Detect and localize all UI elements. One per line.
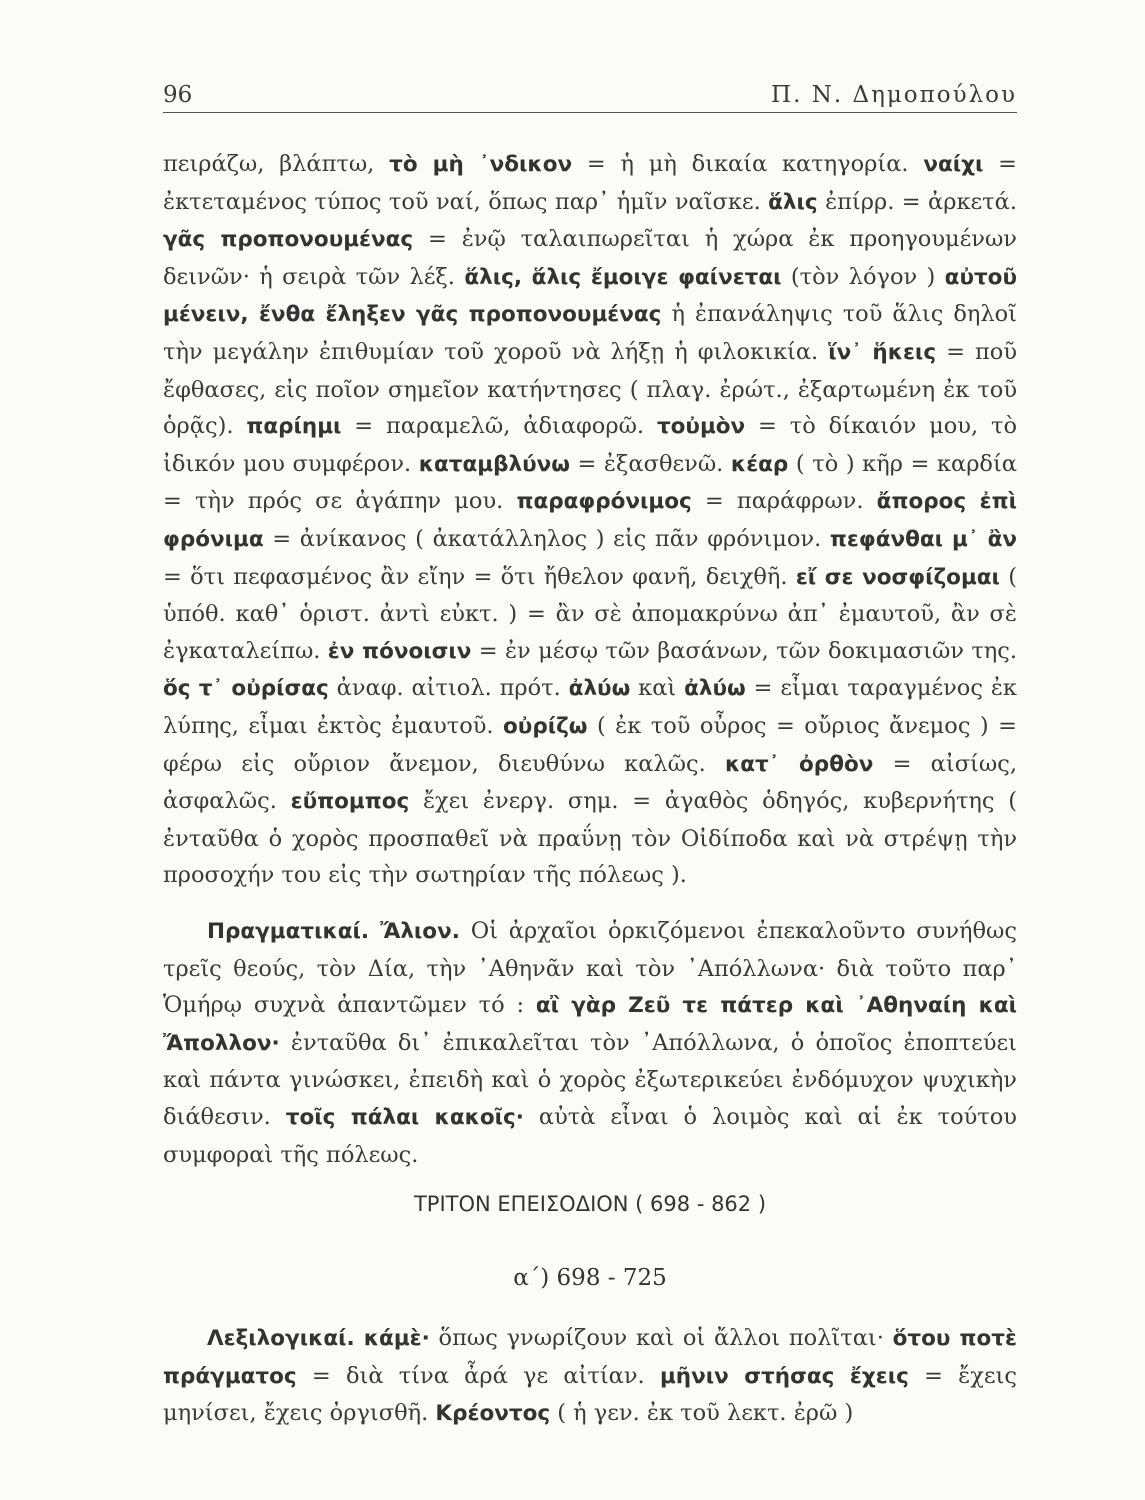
gloss-text: Οἱ ἀρχαῖοι ὁρκιζόμενοι ἐπεκαλοῦντο συνήθως τρεῖς θεούς, τὸν Δία, τὴν ᾽Αθηνᾶν καὶ τὸν ᾽Απόλλωνα· διὰ τοῦτο παρ᾽ Ὁμήρῳ συχνὰ ἀπαντῶμεν τό : [163,918,1017,1019]
lemma: γᾶς προπονουμένας [163,227,414,253]
lemma: κέαρ [730,451,789,477]
lemma: πεφάνθαι μ᾽ ἂν [829,526,1017,552]
gloss-text: = ὅτι πεφασμένος ἂν εἴην = ὅτι ἤθελον φανῆ, δειχθῆ. [163,563,796,590]
gloss-text: καὶ [630,675,685,702]
gloss-text: ( τὸ ) κῆρ = καρδία = τὴν πρός σε ἀγάπην μου. [163,450,1017,515]
glossary-section-1 [163,146,1017,894]
lemma: ἅλις, ἅλις ἔμοιγε φαίνεται [464,264,782,290]
gloss-text: = τὸ δίκαιόν μου, τὸ ἰδικόν μου συμφέρον. [163,413,1017,477]
paragraph [163,1320,1017,1433]
gloss-text: = εἶμαι ταραγμένος ἐκ λύπης, εἶμαι ἐκτὸς ἐμαυτοῦ. [163,675,1017,739]
gloss-text: (τὸν λόγον ) [781,263,945,290]
gloss-text: = ἐξασθενῶ. [569,450,731,477]
lemma: ὅτου ποτὲ πράγματος [163,1326,1017,1389]
paragraph [163,913,1017,1173]
lemma: ναίχι [923,152,984,177]
lemma: τοῖς πάλαι κακοῖς· [285,1104,524,1130]
gloss-text: ὅπως γνωρίζουν καὶ οἱ ἄλλοι πολῖται· [429,1325,893,1351]
gloss-text: πειράζω, βλάπτω, [163,151,390,177]
lemma: τὸ μὴ ᾽νδικον [389,152,573,177]
lemma: ἄπορος ἐπὶ φρόνιμα [163,489,1017,552]
subsection-heading: α΄) 698 - 725 [513,1265,667,1291]
lemma: παραφρόνιμος [516,489,692,515]
gloss-text: ( ἐκ τοῦ οὖρος = οὔριος ἄνεμος ) = φέρω εἰς οὔριον ἄνεμον, διευθύνω καλῶς. [163,712,1017,777]
gloss-text: = αἰσίως, ἀσφαλῶς. [163,750,1017,815]
gloss-text: = ἔχεις μηνίσει, ἔχεις ὀργισθῆ. [163,1362,1017,1427]
paragraph [163,146,1017,894]
lemma: παρίημι [246,414,342,440]
gloss-text: ἐνταῦθα δι᾽ ἐπικαλεῖται τὸν ᾽Απόλλωνα, ὁ ὁποῖος ἐποπτεύει καὶ πάντα γινώσκει, ἐπειδὴ καὶ ὁ χορὸς ἐξωτερικεύει ἐνδόμυχον ψυχικὴν διάθεσιν. [163,1029,1017,1130]
lemma: οὐρίζω [503,713,588,739]
lemma: ἅλις [768,189,818,215]
lemma: ἵν᾽ ἥκεις [828,339,937,365]
episode-heading: ΤΡΙΤΟΝ ΕΠΕΙΣΟΔΙΟΝ ( 698 - 862 ) [413,1192,767,1216]
gloss-text: ( ἡ γεν. ἐκ τοῦ λεκτ. ἐρῶ ) [550,1400,854,1427]
glossary-section-2 [163,913,1017,1173]
lemma: εἴ σε νοσφίζομαι [795,564,1000,590]
gloss-text: ἐπίρρ. = ἀρκετά. [817,188,1017,215]
gloss-text: = ἐν μέσῳ τῶν βασάνων, τῶν δοκιμασιῶν της. [471,637,1018,664]
lemma: Λεξιλογικαί. κάμὲ· [207,1326,430,1351]
gloss-text: ἀναφ. αἰτιολ. πρότ. [328,675,569,702]
lemma: τοὐμὸν [656,414,746,440]
gloss-text: = διὰ τίνα ἆρά γε αἰτίαν. [296,1362,660,1389]
page-header [163,78,1017,113]
gloss-text: ἔχει ἐνεργ. σημ. = ἀγαθὸς ὁδηγός, κυβερνήτης ( ἐνταῦθα ὁ χορὸς προσπαθεῖ νὰ πραΰνῃ τὸν Οἰδίποδα καὶ νὰ στρέψῃ τὴν προσοχήν του εἰς τὴν σωτηρίαν τῆς πόλεως ). [163,788,1017,889]
gloss-text: = ἐκτεταμένος τύπος τοῦ ναί, ὅπως παρ᾽ ἡμῖν ναῖσκε. [163,151,1017,215]
lemma: αἲ γὰρ Ζεῦ τε πάτερ καὶ ᾽Αθηναίη καὶ Ἄπολλον· [163,993,1018,1056]
lemma: αὐτοῦ μένειν, ἔνθα ἔληξεν γᾶς προπονουμένας [163,264,1017,328]
lemma: μῆνιν στήσας ἔχεις [659,1363,909,1389]
gloss-text: = παράφρων. [691,488,877,515]
gloss-text: ( ὑπόθ. καθ᾽ ὁριστ. ἀντὶ εὐκτ. ) = ἂν σὲ ἀπομακρύνω ἀπ᾽ ἐμαυτοῦ, ἂν σὲ ἐγκαταλείπω. [163,563,1017,664]
gloss-text: = ἡ μὴ δικαία κατηγορία. [572,151,924,177]
gloss-text: = ἀνίκανος ( ἀκατάλληλος ) εἰς πᾶν φρόνιμον. [263,525,830,552]
gloss-text: αὐτὰ εἶναι ὁ λοιμὸς καὶ αἱ ἐκ τούτου συμφοραὶ τῆς πόλεως. [163,1103,1017,1168]
lemma: ἀλύω [568,676,631,702]
lemma: ἐν πόνοισιν [327,638,472,664]
gloss-text: = παραμελῶ, ἀδιαφορῶ. [341,413,657,440]
gloss-text: = ἐνῷ ταλαιπωρεῖται ἡ χώρα ἐκ προηγουμένων δεινῶν· ἡ σειρὰ τῶν λέξ. [163,226,1017,290]
running-head-author: Π. Ν. Δημοπούλου [771,82,1017,108]
gloss-text: ἡ ἐπανάληψις τοῦ ἅλις δηλοῖ τὴν μεγάλην ἐπιθυμίαν τοῦ χοροῦ νὰ λήξῃ ἡ φιλοκικία. [163,301,1017,365]
lemma: κατ᾽ ὀρθὸν [724,751,874,777]
lemma: Κρέοντος [435,1401,551,1427]
glossary-section-3 [163,1320,1017,1433]
gloss-text: = ποῦ ἔφθασες, εἰς ποῖον σημεῖον κατήντησες ( πλαγ. ἐρώτ., ἐξαρτωμένη ἐκ τοῦ ὁρᾷς). [163,338,1017,440]
page-number: 96 [163,82,193,108]
lemma: Πραγματικαί. Ἄλιον. [207,919,460,944]
lemma: εὔπομπος [290,789,410,815]
lemma: ὅς τ᾽ οὐρίσας [163,676,329,702]
lemma: ἀλύω [684,676,746,702]
lemma: καταμβλύνω [418,451,570,477]
